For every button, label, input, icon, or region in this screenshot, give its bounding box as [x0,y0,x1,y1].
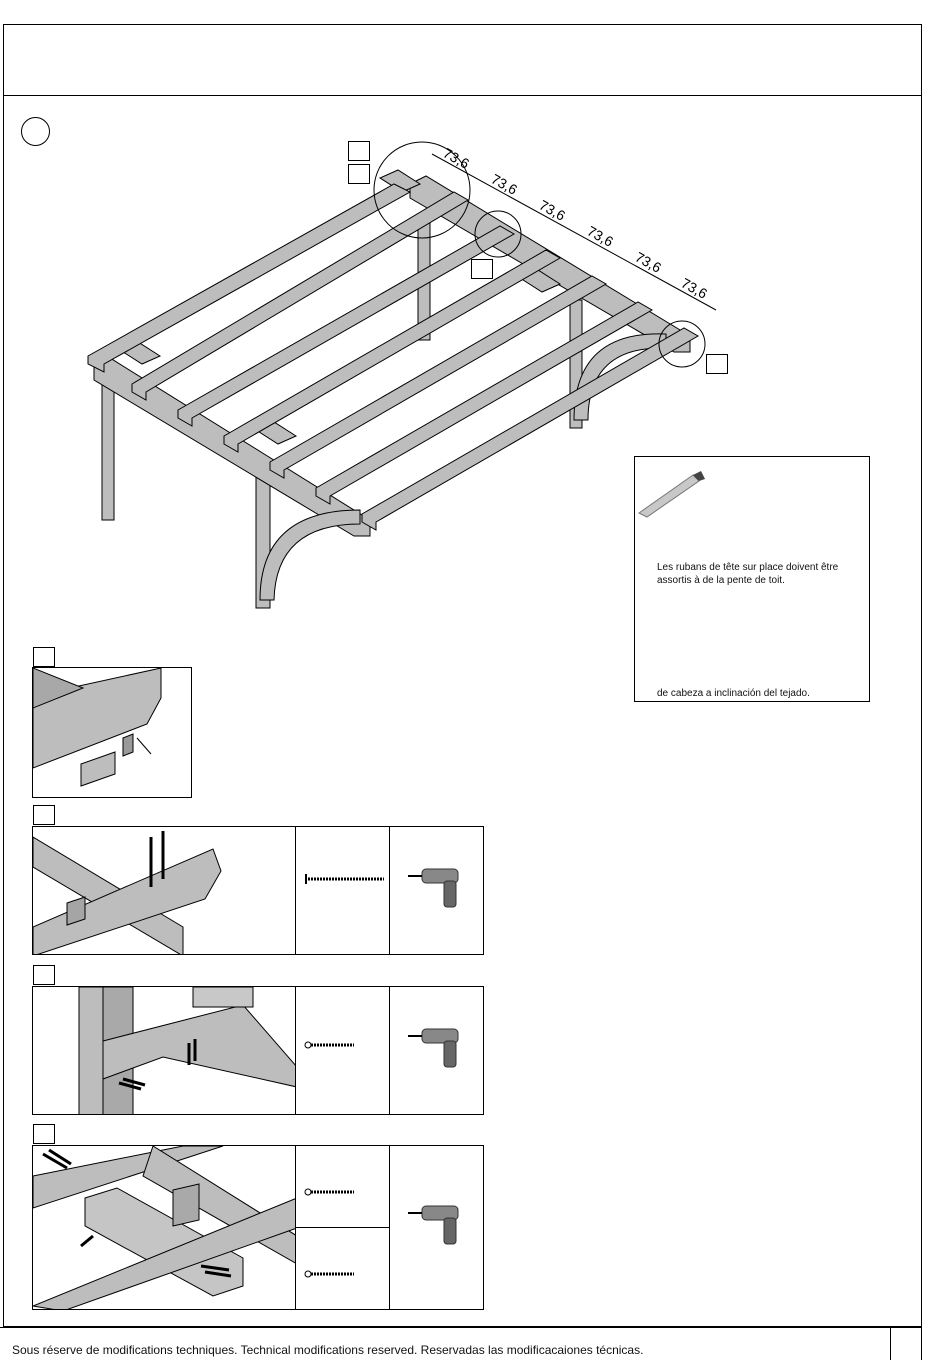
drill-cell [389,1145,484,1310]
drill-icon [408,1202,468,1250]
detail-panel-1 [32,667,192,798]
post-front-left [102,380,114,520]
detail-label-box [33,1124,55,1144]
screw-cell [295,1227,390,1310]
detail-label-box [348,141,370,161]
footer-disclaimer: Sous réserve de modifications techniques. Technical modifications reserved. Reservadas las modificacaiones técnicas. [12,1343,644,1357]
screw-cell [295,986,390,1115]
saw-icon [637,467,709,519]
dimension-label: 73,6 [678,274,711,302]
screw-icon [304,1268,356,1280]
note-line-3: de cabeza a inclinación del tejado. [657,688,810,699]
rafter-1 [88,184,410,372]
drill-cell [389,986,484,1115]
drill-icon [408,865,468,913]
rafter-6 [316,302,652,504]
rafter-5 [270,276,606,478]
dimension-label: 73,6 [488,170,521,198]
dimension-label: 73,6 [632,248,665,276]
dimension-label: 73,6 [584,222,617,250]
detail-label-box [706,354,728,374]
dimension-label: 73,6 [536,196,569,224]
note-line-2: assortis à de la pente de toit. [657,575,785,586]
screw-icon [304,873,386,885]
footer-page-box [890,1327,922,1360]
drill-icon [408,1025,468,1073]
screw-cell [295,826,390,955]
rafter-4 [224,250,560,452]
footer-divider [0,1327,922,1328]
screw-icon [304,1186,356,1198]
front-arch [260,510,360,600]
detail-panel-4 [32,1145,296,1310]
detail-label-box [33,965,55,985]
detail-label-box [471,259,493,279]
drill-cell [389,826,484,955]
screw-cell [295,1145,390,1228]
dimension-label: 73,6 [440,144,473,172]
header-divider [3,95,922,96]
detail-panel-3 [32,986,296,1115]
screw-icon [304,1039,356,1051]
detail-label-box [33,647,55,667]
step-number-circle [21,117,50,146]
note-box [634,456,870,702]
detail-label-box [33,805,55,825]
detail-label-box [348,164,370,184]
note-line-1: Les rubans de tête sur place doivent être [657,562,839,573]
detail-panel-2 [32,826,296,955]
